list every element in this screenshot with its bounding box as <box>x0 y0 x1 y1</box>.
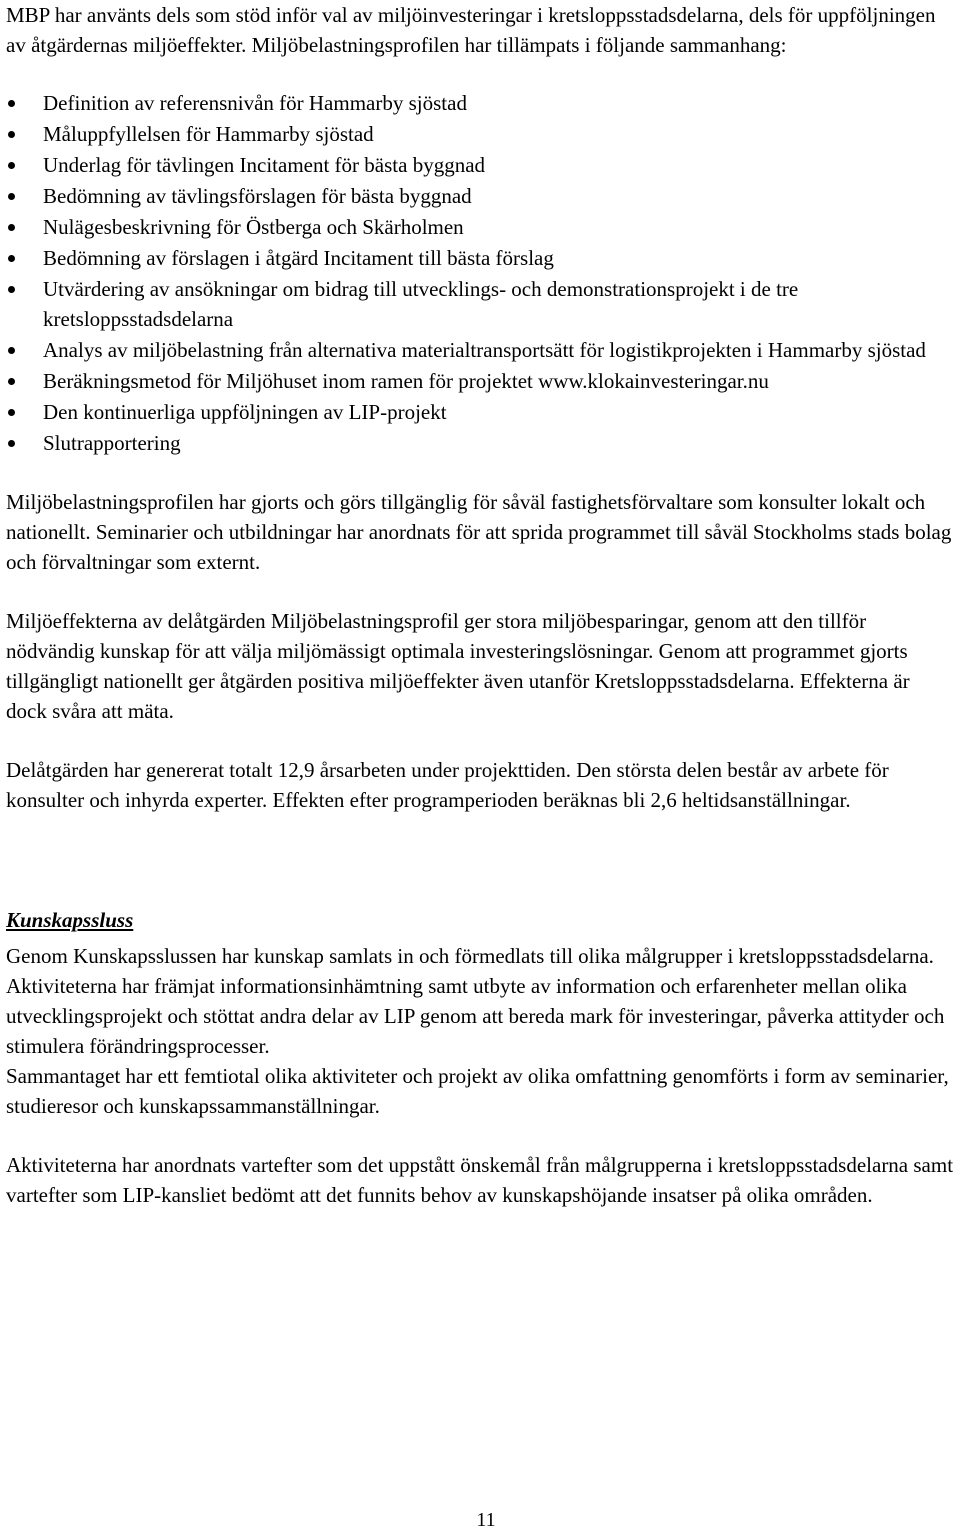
application-list <box>6 88 954 458</box>
bullet-icon <box>8 440 15 447</box>
page-number: 11 <box>476 1509 496 1531</box>
bullet-icon <box>8 409 15 416</box>
list-item <box>6 243 954 273</box>
intro-paragraph: MBP har använts dels som stöd inför val av miljöinvesteringar i kretsloppsstadsdelarna, dels för uppföljningen av åtgärdernas miljöeffekter. Miljöbelastningsprofilen har tillämpats i följande sammanhang: <box>6 3 936 57</box>
list-item <box>6 366 954 396</box>
bullet-icon <box>8 162 15 169</box>
list-item-text: Den kontinuerliga uppföljningen av LIP-projekt <box>43 400 447 424</box>
list-item <box>6 274 954 334</box>
list-item-text: Utvärdering av ansökningar om bidrag till utvecklings- och demonstrationsprojekt i de tre kretsloppsstadsdelarna <box>43 277 799 331</box>
list-item-text: Nulägesbeskrivning för Östberga och Skärholmen <box>43 215 464 239</box>
bullet-icon <box>8 286 15 293</box>
list-item-text: Beräkningsmetod för Miljöhuset inom ramen för projektet www.klokainvesteringar.nu <box>43 369 769 393</box>
list-item <box>6 119 954 149</box>
list-item-text: Analys av miljöbelastning från alternativa materialtransportsätt för logistikprojekten i Hammarby sjöstad <box>43 338 926 362</box>
section-paragraph: Genom Kunskapsslussen har kunskap samlats in och förmedlats till olika målgrupper i kretsloppsstadsdelarna. Aktiviteterna har främjat informationsinhämtning samt utbyte av information och erfarenheter mellan olika utvecklingsprojekt och stöttat andra delar av LIP genom att bereda mark för investeringar, påverka attityder och stimulera förändringsprocesser. <box>6 944 945 1058</box>
bullet-icon <box>8 224 15 231</box>
list-item <box>6 212 954 242</box>
list-item-text: Bedömning av förslagen i åtgärd Incitament till bästa förslag <box>43 246 554 270</box>
list-item <box>6 335 954 365</box>
list-item-text: Måluppfyllelsen för Hammarby sjöstad <box>43 122 374 146</box>
list-item <box>6 181 954 211</box>
body-paragraph: Miljöbelastningsprofilen har gjorts och görs tillgänglig för såväl fastighetsförvaltare som konsulter lokalt och nationellt. Seminarier och utbildningar har anordnats för att sprida programmet till såväl Stockholms stads bolag och förvaltningar som externt. <box>6 490 952 574</box>
bullet-icon <box>8 255 15 262</box>
bullet-icon <box>8 100 15 107</box>
list-item <box>6 150 954 180</box>
list-item-text: Underlag för tävlingen Incitament för bästa byggnad <box>43 153 486 177</box>
list-item-text: Bedömning av tävlingsförslagen för bästa byggnad <box>43 184 472 208</box>
list-item-text: Slutrapportering <box>43 431 181 455</box>
document-page <box>6 0 954 1210</box>
section-paragraph: Sammantaget har ett femtiotal olika aktiviteter och projekt av olika omfattning genomförts i form av seminarier, studieresor och kunskapssammanställningar. <box>6 1064 949 1118</box>
body-paragraph: Delåtgärden har genererat totalt 12,9 årsarbeten under projekttiden. Den största delen består av arbete för konsulter och inhyrda experter. Effekten efter programperioden beräknas bli 2,6 heltidsanställningar. <box>6 758 889 812</box>
bullet-icon <box>8 193 15 200</box>
list-item-text: Definition av referensnivån för Hammarby sjöstad <box>43 91 467 115</box>
list-item <box>6 88 954 118</box>
bullet-icon <box>8 378 15 385</box>
section-paragraph: Aktiviteterna har anordnats vartefter som det uppstått önskemål från målgrupperna i kretsloppsstadsdelarna samt vartefter som LIP-kansliet bedömt att det funnits behov av kunskapshöjande insatser på olika områden. <box>6 1153 954 1207</box>
section-heading: Kunskapssluss <box>6 908 134 932</box>
body-paragraph: Miljöeffekterna av delåtgärden Miljöbelastningsprofil ger stora miljöbesparingar, genom att den tillför nödvändig kunskap för att välja miljömässigt optimala investeringslösningar. Genom att programmet gjorts tillgängligt nationellt ger åtgärden positiva miljöeffekter även utanför Kretsloppsstadsdelarna. Effekterna är dock svåra att mäta. <box>6 609 910 723</box>
bullet-icon <box>8 347 15 354</box>
list-item <box>6 428 954 458</box>
list-item <box>6 397 954 427</box>
bullet-icon <box>8 131 15 138</box>
